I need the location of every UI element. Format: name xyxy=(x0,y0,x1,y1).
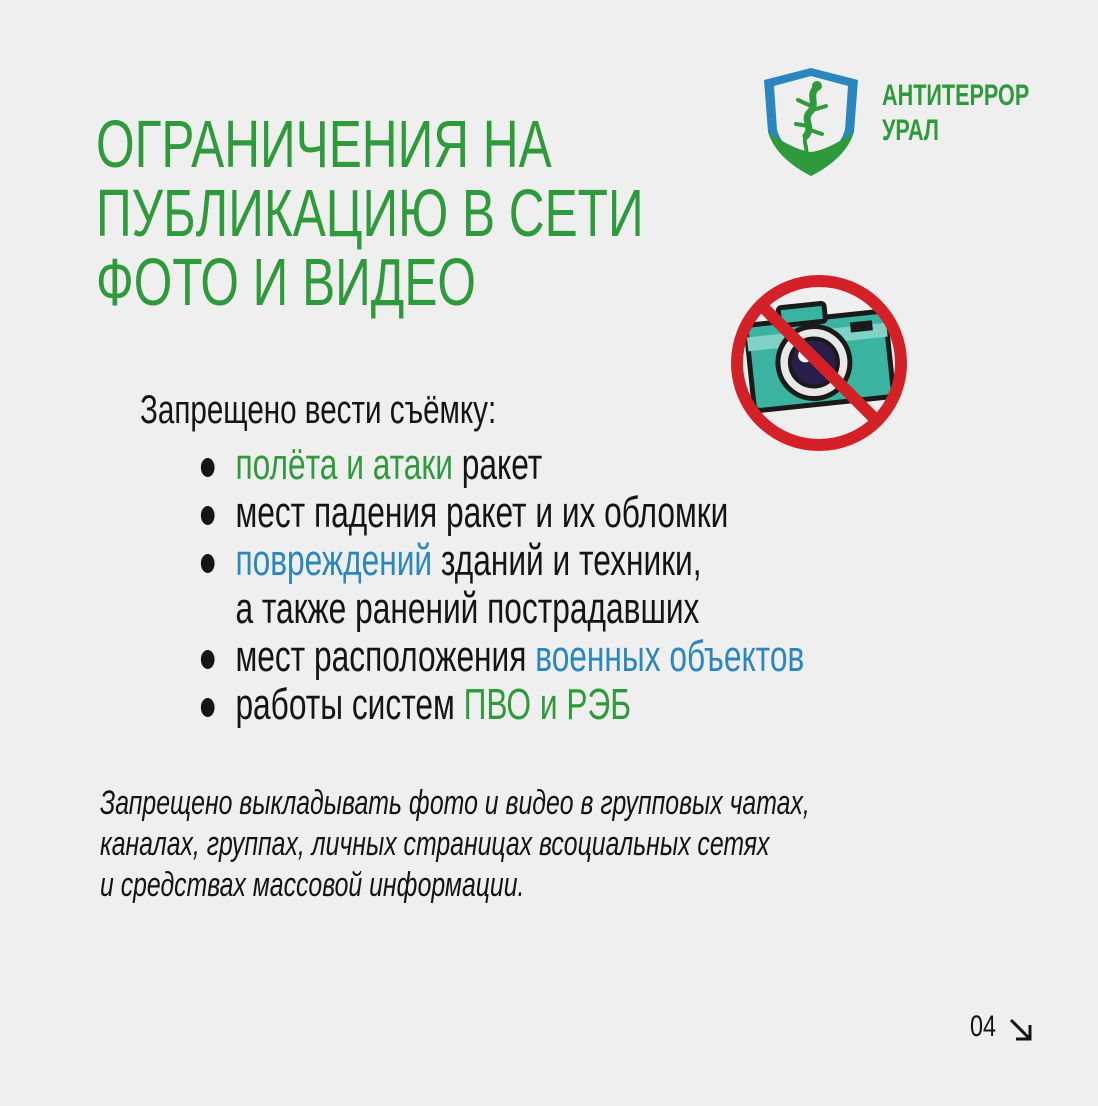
lizard-shield-icon xyxy=(758,66,864,178)
antiterror-ural-logo xyxy=(758,66,1048,181)
bullet-icon xyxy=(201,650,215,669)
title-line-3: ФОТО И ВИДЕО xyxy=(96,245,476,320)
list-item xyxy=(198,441,804,489)
list-item-continuation: а также ранений пострадавших xyxy=(235,584,700,633)
list-item-highlight: ПВО и РЭБ xyxy=(463,680,632,729)
logo-line-2: УРАЛ xyxy=(882,114,939,147)
prohibited-filming-list xyxy=(198,441,804,729)
list-item-highlight: повреждений xyxy=(235,536,433,585)
note-line-3: и средствах массовой информации. xyxy=(100,866,525,904)
title-line-2: ПУБЛИКАЦИЮ В СЕТИ xyxy=(96,176,644,251)
list-item-text: мест расположения xyxy=(235,632,536,681)
list-heading: Запрещено вести съёмку: xyxy=(140,388,497,432)
no-camera-icon xyxy=(724,268,914,458)
logo-text xyxy=(882,78,1029,148)
note-line-2: каналах, группах, личных страницах всоциальных сетях xyxy=(100,825,770,863)
list-item-text: мест падения ракет и их обломки xyxy=(235,488,729,537)
list-item-text: ракет xyxy=(452,440,543,489)
list-item-text: работы систем xyxy=(235,680,464,729)
list-item-text: зданий и техники, xyxy=(432,536,702,585)
title-line-1: ОГРАНИЧЕНИЯ НА xyxy=(96,107,552,182)
logo-line-1: АНТИТЕРРОР xyxy=(882,79,1030,112)
page-number: 04 xyxy=(970,1010,997,1043)
bullet-icon xyxy=(201,458,215,477)
list-item xyxy=(198,489,804,537)
list-item xyxy=(198,537,804,633)
list-item-highlight: военных объектов xyxy=(535,632,805,681)
list-item-highlight: полёта и атаки xyxy=(235,440,453,489)
bullet-icon xyxy=(201,698,215,717)
page-title xyxy=(96,107,688,320)
note-line-1: Запрещено выкладывать фото и видео в групповых чатах, xyxy=(100,784,810,822)
bullet-icon xyxy=(201,554,215,573)
publication-note xyxy=(100,783,810,906)
list-item xyxy=(198,633,804,681)
list-item xyxy=(198,681,804,729)
arrow-down-right-icon xyxy=(1008,1017,1034,1043)
bullet-icon xyxy=(201,506,215,525)
